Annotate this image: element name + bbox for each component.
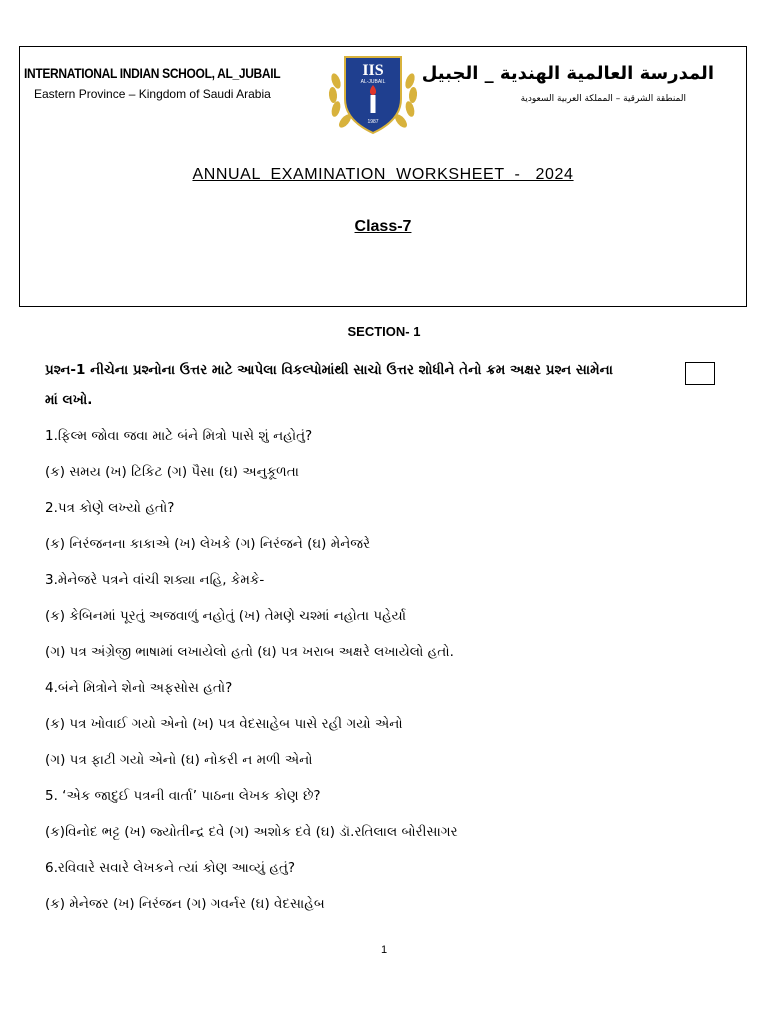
question-6: 6.રવિવારે સવારે લેખકને ત્યાં કોણ આવ્યું હતું? (45, 860, 296, 876)
answer-box[interactable] (685, 362, 715, 385)
section-title: SECTION- 1 (347, 324, 421, 339)
school-name-arabic: المدرسة العالمية الهندية _ الجبيل (421, 63, 714, 84)
options-6: (ક) મેનેજર (ખ) નિરંજન (ગ) ગવર્નર (ઘ) વેદસાહેબ (45, 896, 325, 912)
class-title: Class-7 (354, 218, 412, 235)
exam-title: ANNUAL EXAMINATION WORKSHEET - 2024 (192, 166, 574, 183)
options-2: (ક) નિરંજનના કાકાએ (ખ) લેખકે (ગ) નિરંજને (ઘ) મેનેજરે (45, 536, 371, 552)
logo-text: IIS (362, 62, 384, 79)
options-3a: (ક) કેબિનમાં પૂરતું અજવાળું નહોતું (ખ) તેમણે ચશ્માં નહોતા પહેર્યા (45, 608, 407, 624)
question-2: 2.પત્ર કોણે લખ્યો હતો? (45, 500, 175, 516)
instruction-line-2: માં લખો. (45, 392, 93, 408)
options-4a: (ક) પત્ર ખોવાઈ ગયો એનો (ખ) પત્ર વેદસાહેબ પાસે રહી ગયો એનો (45, 716, 403, 732)
logo-year: 1987 (367, 119, 379, 125)
question-5: 5. ‘એક જાદુઈ પત્રની વાર્તા’ પાઠના લેખક કોણ છે? (45, 788, 321, 804)
options-3b: (ગ) પત્ર અંગ્રેજી ભાષામાં લખાયેલો હતો (ઘ) પત્ર ખરાબ અક્ષરે લખાયેલો હતો. (45, 644, 454, 660)
options-4b: (ગ) પત્ર ફાટી ગયો એનો (ઘ) નોકરી ન મળી એનો (45, 752, 313, 768)
options-5: (ક)વિનોદ ભટ્ટ (ખ) જ્યોતીન્દ્ર દવે (ગ) અશોક દવે (ઘ) ડૉ.રતિલાલ બોરીસાગર (45, 824, 458, 840)
logo-subtext: AL-JUBAIL (360, 79, 386, 85)
province-arabic: المنطقة الشرقية – المملكة العربية السعودية (520, 94, 686, 104)
torch-icon (371, 95, 376, 113)
question-3: 3.મેનેજરે પત્રને વાંચી શક્યા નહિ, કેમકે- (45, 572, 265, 588)
province-english: Eastern Province – Kingdom of Saudi Arabia (34, 87, 271, 101)
options-1: (ક) સમય (ખ) ટિકિટ (ગ) પૈસા (ઘ) અનુકૂળતા (45, 464, 299, 480)
instruction-line-1: પ્રશ્ન-1 નીચેના પ્રશ્નોના ઉત્તર માટે આપેલા વિકલ્પોમાંથી સાચો ઉત્તર શોધીને તેનો ક્રમ અક્ષર પ્રશ્ન સામેના (45, 362, 613, 378)
question-1: 1.ફિલ્મ જોવા જવા માટે બંને મિત્રો પાસે શું નહોતું? (45, 428, 313, 444)
page-number: 1 (380, 944, 388, 956)
school-logo (320, 51, 426, 135)
header-box (19, 46, 747, 307)
question-4: 4.બંને મિત્રોને શેનો અફસોસ હતો? (45, 680, 233, 696)
school-name-english: INTERNATIONAL INDIAN SCHOOL, AL_JUBAIL (24, 65, 281, 81)
